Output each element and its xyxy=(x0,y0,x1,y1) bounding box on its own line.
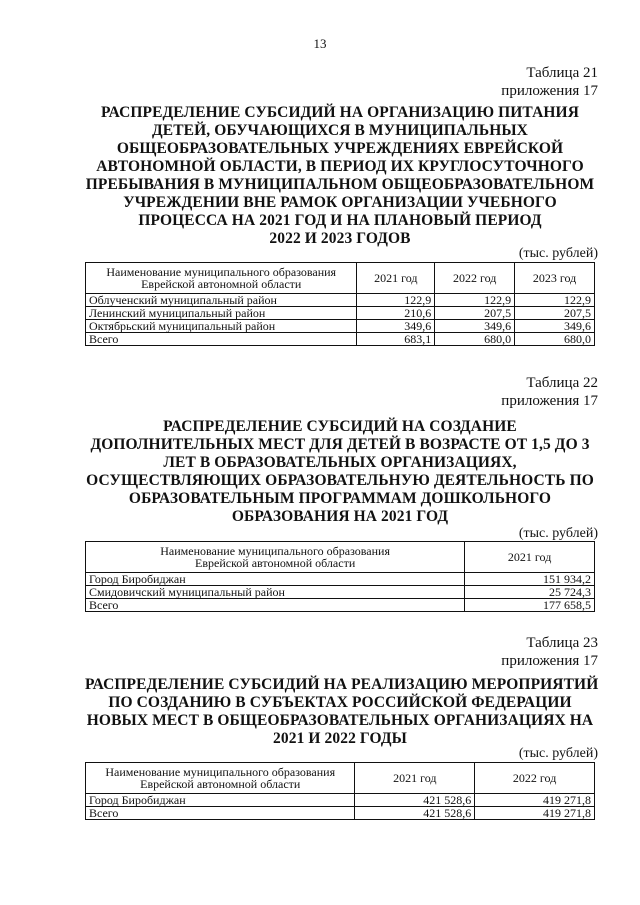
title-line: ПРЕБЫВАНИЯ В МУНИЦИПАЛЬНОМ ОБЩЕОБРАЗОВАТЕЛЬНОМ xyxy=(85,176,595,193)
title-line: ДОПОЛНИТЕЛЬНЫХ МЕСТ ДЛЯ ДЕТЕЙ В ВОЗРАСТЕ ОТ 1,5 ДО 3 xyxy=(90,436,590,453)
row-name: Всего xyxy=(86,333,357,346)
title-line: ДЕТЕЙ, ОБУЧАЮЩИХСЯ В МУНИЦИПАЛЬНЫХ xyxy=(152,122,528,139)
title-line: РАСПРЕДЕЛЕНИЕ СУБСИДИЙ НА РЕАЛИЗАЦИЮ МЕРОПРИЯТИЙ xyxy=(85,676,599,693)
header-year: 2022 год xyxy=(475,763,595,794)
table-number: Таблица 21 xyxy=(526,65,598,81)
row-name: Смидовичский муниципальный район xyxy=(86,586,465,599)
header-year: 2021 год xyxy=(465,542,595,573)
table-22-reference xyxy=(501,374,598,410)
row-name: Всего xyxy=(86,807,355,820)
table-23 xyxy=(85,762,595,820)
cell-value: 177 658,5 xyxy=(465,599,595,612)
cell-value: 421 528,6 xyxy=(355,794,475,807)
units-label: (тыс. рублей) xyxy=(518,526,598,541)
cell-value: 349,6 xyxy=(357,320,435,333)
table-total-row xyxy=(86,807,595,820)
header-year: 2021 год xyxy=(357,263,435,294)
table-header-row xyxy=(86,263,595,294)
table-21-title xyxy=(85,104,595,248)
table-21-reference xyxy=(501,64,598,100)
row-name: Октябрьский муниципальный район xyxy=(86,320,357,333)
table-23-title xyxy=(85,676,599,748)
table-22-title xyxy=(85,418,595,526)
row-name: Город Биробиджан xyxy=(86,794,355,807)
appendix-reference: приложения 17 xyxy=(501,83,598,99)
appendix-reference: приложения 17 xyxy=(501,653,598,669)
title-line: ОБРАЗОВАНИЯ НА 2021 ГОД xyxy=(231,508,449,525)
title-line: ОБРАЗОВАТЕЛЬНЫМ ПРОГРАММАМ ДОШКОЛЬНОГО xyxy=(128,490,552,507)
table-row xyxy=(86,307,595,320)
row-name: Всего xyxy=(86,599,465,612)
title-line: РАСПРЕДЕЛЕНИЕ СУБСИДИЙ НА ОРГАНИЗАЦИЮ ПИТАНИЯ xyxy=(100,104,579,121)
title-line: ОБЩЕОБРАЗОВАТЕЛЬНЫХ УЧРЕЖДЕНИЯХ ЕВРЕЙСКОЙ xyxy=(116,140,564,157)
table-row xyxy=(86,294,595,307)
cell-value: 349,6 xyxy=(515,320,595,333)
cell-value: 122,9 xyxy=(435,294,515,307)
title-line: УЧРЕЖДЕНИИ ВНЕ РАМОК ОРГАНИЗАЦИИ УЧЕБНОГО xyxy=(123,194,557,211)
cell-value: 122,9 xyxy=(357,294,435,307)
table-header-row xyxy=(86,763,595,794)
title-line: 2021 И 2022 ГОДЫ xyxy=(273,730,407,747)
cell-value: 349,6 xyxy=(435,320,515,333)
cell-value: 151 934,2 xyxy=(465,573,595,586)
title-line: 2022 И 2023 ГОДОВ xyxy=(269,230,411,247)
header-municipality: Наименование муниципального образования Еврейской автономной области xyxy=(86,763,355,794)
table-header-row xyxy=(86,542,595,573)
header-year: 2022 год xyxy=(435,263,515,294)
title-line: АВТОНОМНОЙ ОБЛАСТИ, В ПЕРИОД ИХ КРУГЛОСУТОЧНОГО xyxy=(96,158,584,175)
row-name: Город Биробиджан xyxy=(86,573,465,586)
title-line: ОСУЩЕСТВЛЯЮЩИХ ОБРАЗОВАТЕЛЬНУЮ ДЕЯТЕЛЬНОСТЬ ПО xyxy=(86,472,594,489)
header-municipality: Наименование муниципального образования Еврейской автономной области xyxy=(86,542,465,573)
row-name: Облученский муниципальный район xyxy=(86,294,357,307)
cell-value: 683,1 xyxy=(357,333,435,346)
table-total-row xyxy=(86,333,595,346)
table-row xyxy=(86,320,595,333)
title-line: ПРОЦЕССА НА 2021 ГОД И НА ПЛАНОВЫЙ ПЕРИОД xyxy=(138,212,542,229)
title-line: ЛЕТ В ОБРАЗОВАТЕЛЬНЫХ ОРГАНИЗАЦИЯХ, xyxy=(163,454,517,471)
cell-value: 421 528,6 xyxy=(355,807,475,820)
table-total-row xyxy=(86,599,595,612)
table-number: Таблица 22 xyxy=(526,375,598,391)
title-line: ПО СОЗДАНИЮ В СУБЪЕКТАХ РОССИЙСКОЙ ФЕДЕРАЦИИ xyxy=(108,694,572,711)
table-22 xyxy=(85,541,595,612)
cell-value: 210,6 xyxy=(357,307,435,320)
cell-value: 207,5 xyxy=(435,307,515,320)
table-23-reference xyxy=(501,634,598,670)
cell-value: 419 271,8 xyxy=(475,807,595,820)
title-line: НОВЫХ МЕСТ В ОБЩЕОБРАЗОВАТЕЛЬНЫХ ОРГАНИЗАЦИЯХ НА xyxy=(86,712,594,729)
table-number: Таблица 23 xyxy=(526,635,598,651)
units-label: (тыс. рублей) xyxy=(518,246,598,261)
table-row xyxy=(86,573,595,586)
header-year: 2021 год xyxy=(355,763,475,794)
page-number: 13 xyxy=(313,36,327,51)
cell-value: 419 271,8 xyxy=(475,794,595,807)
cell-value: 680,0 xyxy=(435,333,515,346)
cell-value: 25 724,3 xyxy=(465,586,595,599)
cell-value: 680,0 xyxy=(515,333,595,346)
table-row xyxy=(86,586,595,599)
header-municipality: Наименование муниципального образования Еврейской автономной области xyxy=(86,263,357,294)
title-line: РАСПРЕДЕЛЕНИЕ СУБСИДИЙ НА СОЗДАНИЕ xyxy=(163,418,517,435)
header-year: 2023 год xyxy=(515,263,595,294)
appendix-reference: приложения 17 xyxy=(501,393,598,409)
row-name: Ленинский муниципальный район xyxy=(86,307,357,320)
cell-value: 122,9 xyxy=(515,294,595,307)
table-21 xyxy=(85,262,595,346)
table-row xyxy=(86,794,595,807)
cell-value: 207,5 xyxy=(515,307,595,320)
units-label: (тыс. рублей) xyxy=(518,746,598,761)
